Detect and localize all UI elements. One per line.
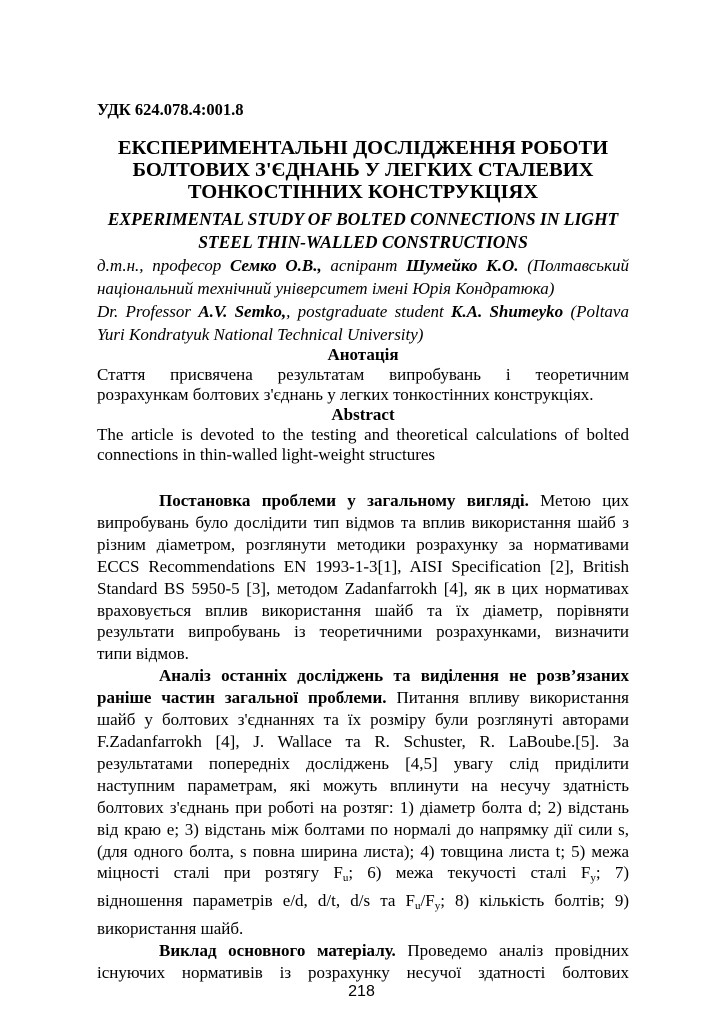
text-segment: (для одного болта, s повна ширина листа); 4) товщина листа t; 5) межа <box>97 841 629 861</box>
text-line <box>97 300 629 323</box>
text-segment: існуючих нормативів із розрахунку несучої здатності болтових <box>97 963 629 983</box>
title-ukrainian <box>97 137 629 203</box>
text-line <box>97 600 629 622</box>
text-line <box>97 775 629 797</box>
text-line <box>97 345 629 365</box>
text-segment: STEEL THIN-WALLED CONSTRUCTIONS <box>198 232 528 252</box>
text-line <box>97 753 629 775</box>
text-line <box>97 687 629 709</box>
text-line <box>97 731 629 753</box>
text-segment: Метою цих <box>528 491 629 510</box>
text-segment: Abstract <box>331 405 395 424</box>
text-segment: ; 6) межа текучості сталі F <box>348 863 591 883</box>
text-segment: БОЛТОВИХ З'ЄДНАНЬ У ЛЕГКИХ СТАЛЕВИХ <box>132 159 594 181</box>
text-line <box>97 445 629 465</box>
text-segment: випробувань було дослідити тип відмов та вплив використання шайб з <box>97 512 629 532</box>
text-line <box>97 797 629 819</box>
text-line <box>97 621 629 643</box>
text-segment: EXPERIMENTAL STUDY OF BOLTED CONNECTIONS IN LIGHT <box>107 209 619 229</box>
text-segment: Шумейко К.О. <box>406 256 519 275</box>
page-number: 218 <box>348 983 375 1000</box>
udk-code: УДК 624.078.4:001.8 <box>97 100 244 119</box>
text-segment: використання шайб. <box>97 919 244 939</box>
text-line <box>97 665 629 687</box>
text-line <box>97 862 629 890</box>
abstracts-block <box>97 345 629 465</box>
text-line <box>97 819 629 841</box>
text-segment: Стаття присвячена результатам випробувань і теоретичним <box>97 365 629 384</box>
text-segment: Семко О.В., <box>229 256 322 275</box>
text-segment: міцності сталі при розтягу F <box>97 863 343 883</box>
text-segment: типи відмов. <box>97 644 189 664</box>
text-line <box>97 962 629 984</box>
subscript: u <box>415 900 421 913</box>
text-line <box>97 277 629 300</box>
title-english <box>97 208 629 254</box>
text-line <box>97 365 629 385</box>
text-segment: The article is devoted to the testing and theoretical calculations of bolted <box>97 425 629 444</box>
text-line <box>97 137 629 159</box>
text-segment: враховується вплив використання шайб та їх діаметр, порівняти <box>97 600 629 620</box>
subscript: u <box>342 872 349 885</box>
text-line <box>97 231 629 254</box>
text-segment: болтових з'єднань при роботі на розтяг: 1) діаметр болта d; 2) відстань <box>97 797 629 817</box>
text-segment: Анотація <box>327 345 399 364</box>
text-line <box>97 425 629 445</box>
text-line <box>97 159 629 181</box>
text-segment: ; 7) <box>595 863 629 883</box>
text-segment: різним діаметром, розглянути методики розрахунку за нормативами <box>97 534 629 554</box>
text-segment: ; 8) кількість болтів; 9) <box>440 891 629 911</box>
subscript: y <box>590 872 596 885</box>
text-segment: Постановка проблеми у загальному вигляді. <box>159 491 529 510</box>
text-segment: ECCS Recommendations EN 1993-1-3[1], AISI Specification [2], British <box>97 556 629 576</box>
text-line <box>97 841 629 863</box>
subscript: y <box>434 900 441 913</box>
text-segment: F.Zadanfarrokh [4], J. Wallace та R. Schuster, R. LaBoube.[5]. За <box>97 731 629 751</box>
text-segment: результатами попередніх досліджень [4,5] увагу слід приділити <box>97 753 629 773</box>
text-segment: ТОНКОСТІННИХ КОНСТРУКЦІЯХ <box>187 181 539 203</box>
text-line <box>97 643 629 665</box>
body-text <box>97 490 629 984</box>
text-segment: Виклад основного матеріалу. <box>159 941 396 961</box>
text-segment: /F <box>420 891 435 911</box>
text-line <box>97 323 629 346</box>
text-segment: (Полтавський <box>518 256 629 275</box>
text-segment: Аналіз останніх досліджень та виділення не розв’язаних <box>159 666 629 686</box>
text-segment: шайб у болтових з'єднаннях та їх розміру були розглянуті авторами <box>97 710 629 730</box>
text-segment: національний технічний університет імені Юрія Кондратюка) <box>97 279 555 298</box>
text-segment: д.т.н., професор <box>97 256 230 275</box>
text-line <box>97 181 629 203</box>
text-segment: від краю e; 3) відстань між болтами по нормалі до напрямку дії сили s, <box>97 819 629 839</box>
text-line <box>97 385 629 405</box>
text-segment: розрахункам болтових з'єднань у легких тонкостінних конструкціях. <box>97 385 594 404</box>
text-line <box>97 709 629 731</box>
text-line <box>97 254 629 277</box>
text-segment: Yuri Kondratyuk National Technical University) <box>97 325 424 344</box>
text-line <box>97 918 629 940</box>
authors-block <box>97 254 629 346</box>
text-segment: Standard BS 5950-5 [3], методом Zadanfarrokh [4], як в цих нормативах <box>97 578 629 598</box>
text-segment: наступним параметрам, які можуть вплинути на несучу здатність <box>97 775 629 795</box>
text-segment: відношення параметрів e/d, d/t, d/s та F <box>97 891 415 911</box>
text-line <box>97 208 629 231</box>
text-segment: A.V. Semko, <box>198 302 287 321</box>
text-line <box>97 405 629 425</box>
text-segment: (Poltava <box>563 302 629 321</box>
text-line <box>97 890 629 918</box>
text-line <box>97 534 629 556</box>
text-segment: ЕКСПЕРИМЕНТАЛЬНІ ДОСЛІДЖЕННЯ РОБОТИ <box>117 137 609 159</box>
text-segment: Dr. Professor <box>97 302 199 321</box>
text-line <box>97 490 629 512</box>
text-segment: раніше частин загальної проблеми. <box>97 688 387 708</box>
text-line <box>97 512 629 534</box>
text-segment: Проведемо аналіз провідних <box>395 941 629 961</box>
text-line <box>97 578 629 600</box>
text-line <box>97 940 629 962</box>
text-segment: K.A. Shumeyko <box>451 302 564 321</box>
text-segment: аспірант <box>321 256 407 275</box>
text-segment: Питання впливу використання <box>386 688 629 708</box>
text-segment: результати випробувань із теоретичними розрахунками, визначити <box>97 622 629 642</box>
text-line <box>97 556 629 578</box>
text-segment: connections in thin-walled light-weight structures <box>97 445 436 464</box>
text-segment: , postgraduate student <box>286 302 452 321</box>
